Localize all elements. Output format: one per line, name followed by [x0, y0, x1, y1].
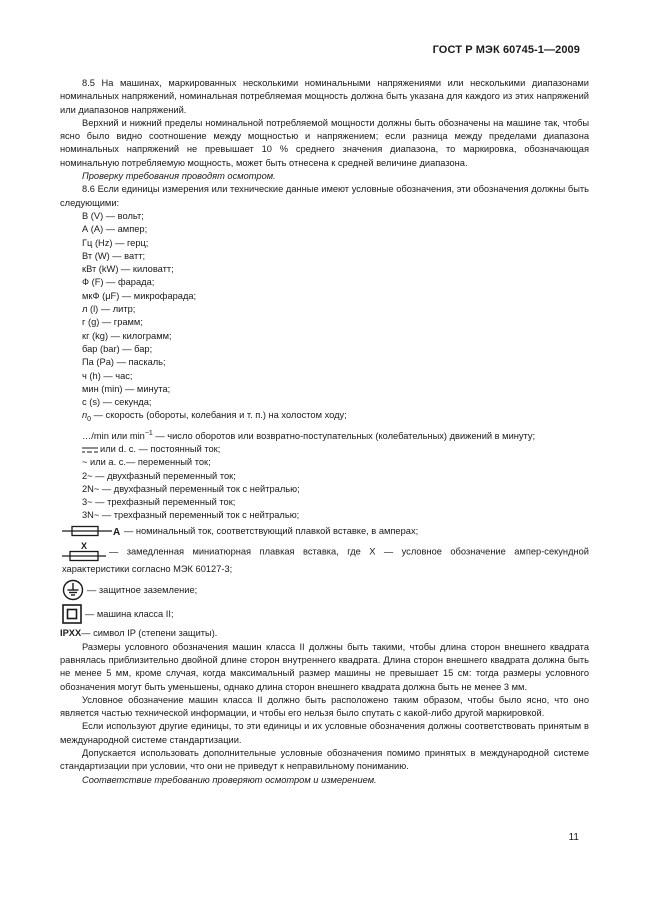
fuse-a-text: — номинальный ток, соответствующий плавкой вставке, в амперах;	[124, 525, 419, 536]
dc-text: или d. c. — постоянный ток;	[100, 443, 221, 454]
unit-item: бар (bar) — бар;	[82, 343, 153, 354]
current-item: 3~ — трехфазный переменный ток;	[82, 497, 236, 508]
rpm-superscript: −1	[144, 429, 153, 437]
class-ii-icon	[62, 604, 82, 624]
slow-blow-fuse-icon	[62, 541, 106, 563]
fuse-icon	[62, 525, 122, 537]
paragraph-class-ii-size: Размеры условного обозначения машин класса II должны быть такими, чтобы длина сторон внешнего квадрата равнялась приблизительно двойной длине сторон внутреннего квадрата. Длина сторон внешнего квадрата должна быть не менее 5 мм, кроме случая, когда максимальный размер машины не превышает 15 см: тогда размеры условного обозначения могут быть уменьшены, однако длина сторон внешнего квадрата должна быть не менее 3 мм.	[60, 641, 589, 692]
idle-speed-item	[60, 409, 589, 426]
paragraph-8-5: 8.5 На машинах, маркированных несколькими номинальными напряжениями или несколькими диапазонами номинальных напряжений, номинальная потребляемая мощность должна быть указана для каждого из этих напряжений или диапазонов напряжений.	[60, 78, 589, 115]
class-ii-text: — машина класса II;	[85, 608, 174, 619]
unit-item: Ф (F) — фарада;	[82, 277, 155, 288]
unit-item: мин (min) — минута;	[82, 383, 171, 394]
unit-item: В (V) — вольт;	[82, 210, 144, 221]
fuse-x-label: X	[81, 541, 88, 552]
ipxx-symbol: IPXX	[60, 628, 82, 639]
paragraph-power-limits: Верхний и нижний пределы номинальной потребляемой мощности должны быть обозначены на машине так, чтобы ясно было видно соотношение между мощностью и напряжением; если разница между пределами диапазона номинальных напряжений не превышает 10 % среднего значения диапазона, то маркировка, обозначающая номинальную потребляемую мощность, может быть отнесена к средней величине диапазона.	[60, 117, 589, 168]
page-number: 11	[568, 832, 579, 843]
class-ii-item	[62, 604, 589, 624]
protective-earth-item	[62, 579, 589, 601]
current-item: 2~ — двухфазный переменный ток;	[82, 470, 236, 481]
unit-item: кг (kg) — килограмм;	[82, 330, 172, 341]
n0-text: — скорость (обороты, колебания и т. п.) на холостом ходу;	[91, 410, 347, 421]
unit-item: с (s) — секунда;	[82, 397, 152, 408]
n0-subscript: 0	[87, 416, 92, 424]
unit-item: Гц (Hz) — герц;	[82, 237, 149, 248]
fuse-a-label: A	[113, 527, 121, 538]
current-item: ~ или a. c.— переменный ток;	[82, 457, 211, 468]
paragraph-other-units: Если используют другие единицы, то эти единицы и их условные обозначения должны соответствовать принятым в международной системе стандартизации.	[60, 721, 589, 745]
ipxx-text: — символ IP (степени защиты).	[81, 628, 218, 639]
unit-item: мкФ (μF) — микрофарада;	[82, 290, 197, 301]
protective-earth-icon	[62, 579, 84, 601]
check-note-inspection: Проверку требования проводят осмотром.	[82, 171, 276, 182]
fuse-x-text: — замедленная миниатюрная плавкая вставка, где X — условное обозначение ампер-секундной характеристики согласно МЭК 60127-3;	[62, 546, 589, 575]
unit-item: А (А) — ампер;	[82, 224, 148, 235]
paragraph-additional-symbols: Допускается использовать дополнительные условные обозначения помимо принятых в международной системе стандартизации при условии, что они не приведут к неправильному пониманию.	[60, 748, 589, 772]
earth-text: — защитное заземление;	[87, 584, 198, 595]
rpm-text: — число оборотов или возвратно-поступательных (колебательных) движений в минуту;	[152, 430, 536, 441]
page-header: ГОСТ Р МЭК 60745-1—2009	[432, 44, 580, 56]
rpm-item	[60, 427, 589, 443]
ipxx-item	[60, 627, 589, 640]
unit-item: ч (h) — час;	[82, 370, 133, 381]
n0-symbol: n	[82, 410, 88, 421]
dc-current-icon	[82, 446, 98, 454]
dc-item	[60, 443, 589, 456]
current-item: 2N~ — двухфазный переменный ток с нейтралью;	[82, 483, 300, 494]
paragraph-8-6: 8.6 Если единицы измерения или технические данные имеют условные обозначения, эти обозначения должны быть следующими:	[60, 184, 589, 208]
unit-item: г (g) — грамм;	[82, 317, 143, 328]
unit-item: кВт (kW) — киловатт;	[82, 264, 174, 275]
unit-item: Па (Pa) — паскаль;	[82, 357, 166, 368]
paragraph-class-ii-placement: Условное обозначение машин класса II должно быть расположено таким образом, чтобы было ясно, что оно является частью технической информации, и чтобы его нельзя было спутать с какой-либо другой маркировкой.	[60, 694, 589, 719]
fuse-rated-current-item	[62, 525, 589, 538]
unit-item: л (l) — литр;	[82, 304, 136, 315]
unit-item: Вт (W) — ватт;	[82, 250, 146, 261]
rpm-symbol: …/min или min	[82, 430, 145, 441]
current-item: 3N~ — трехфазный переменный ток с нейтралью;	[82, 510, 300, 521]
check-note-inspection-measurement: Соответствие требованию проверяют осмотром и измерением.	[82, 774, 377, 785]
page-content	[60, 77, 589, 787]
fuse-slow-blow-item	[62, 541, 589, 576]
